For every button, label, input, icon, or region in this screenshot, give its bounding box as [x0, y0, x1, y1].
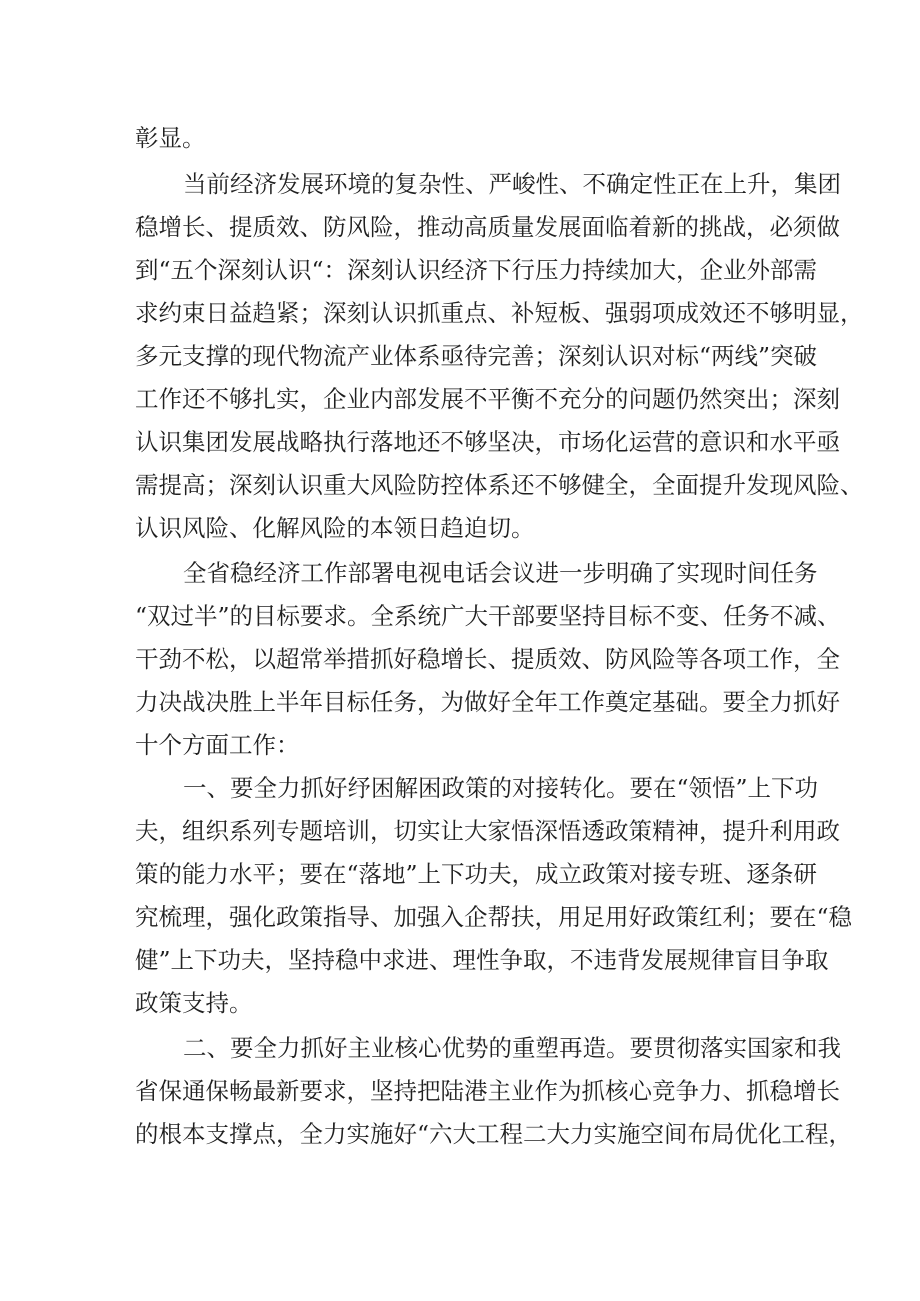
text-line: 究梳理，强化政策指导、加强入企帮扶，用足用好政策红利；要在“稳	[135, 903, 853, 931]
text-line: 干劲不松，以超常举措抓好稳增长、提质效、防风险等各项工作，全	[135, 645, 840, 673]
text-line: 需提高；深刻认识重大风险防控体系还不够健全，全面提升发现风险、	[135, 471, 864, 499]
text-line: 稳增长、提质效、防风险，推动高质量发展面临着新的挑战，必须做	[135, 213, 840, 241]
text-line: 求约束日益趋紧；深刻认识抓重点、补短板、强弱项成效还不够明显，	[135, 299, 864, 327]
text-line: 多元支撑的现代物流产业体系亟待完善；深刻认识对标“两线”突破	[135, 342, 818, 370]
text-line: 全省稳经济工作部署电视电话会议进一步明确了实现时间任务	[183, 559, 818, 587]
text-line: 一、要全力抓好纾困解困政策的对接转化。要在“领悟”上下功	[183, 774, 819, 802]
text-line: 当前经济发展环境的复杂性、严峻性、不确定性正在上升，集团	[183, 170, 841, 198]
text-line: 的根本支撑点，全力实施好“六大工程二大力实施空间布局优化工程，	[135, 1120, 853, 1148]
text-line: 十个方面工作：	[135, 731, 300, 759]
text-line: 力决战决胜上半年目标任务，为做好全年工作奠定基础。要全力抓好	[135, 688, 840, 716]
text-line: “双过半”的目标要求。全系统广大干部要坚持目标不变、任务不减、	[135, 602, 841, 630]
text-line: 策的能力水平；要在“落地”上下功夫，成立政策对接专班、逐条研	[135, 860, 818, 888]
text-line: 省保通保畅最新要求，坚持把陆港主业作为抓核心竞争力、抓稳增长	[135, 1077, 840, 1105]
text-line: 认识集团发展战略执行落地还不够坚决，市场化运营的意识和水平亟	[135, 428, 840, 456]
text-line: 二、要全力抓好主业核心优势的重塑再造。要贯彻落实国家和我	[183, 1034, 841, 1062]
text-line: 健”上下功夫，坚持稳中求进、理性争取，不违背发展规律盲目争取	[135, 946, 829, 974]
text-line: 彰显。	[135, 124, 206, 152]
text-line: 政策支持。	[135, 989, 253, 1017]
text-line: 夫，组织系列专题培训，切实让大家悟深悟透政策精神，提升利用政	[135, 817, 840, 845]
text-line: 到“五个深刻认识“：深刻认识经济下行压力持续加大，企业外部需	[135, 256, 818, 284]
text-line: 认识风险、化解风险的本领日趋迫切。	[135, 514, 535, 542]
text-line: 工作还不够扎实，企业内部发展不平衡不充分的问题仍然突出；深刻	[135, 385, 840, 413]
